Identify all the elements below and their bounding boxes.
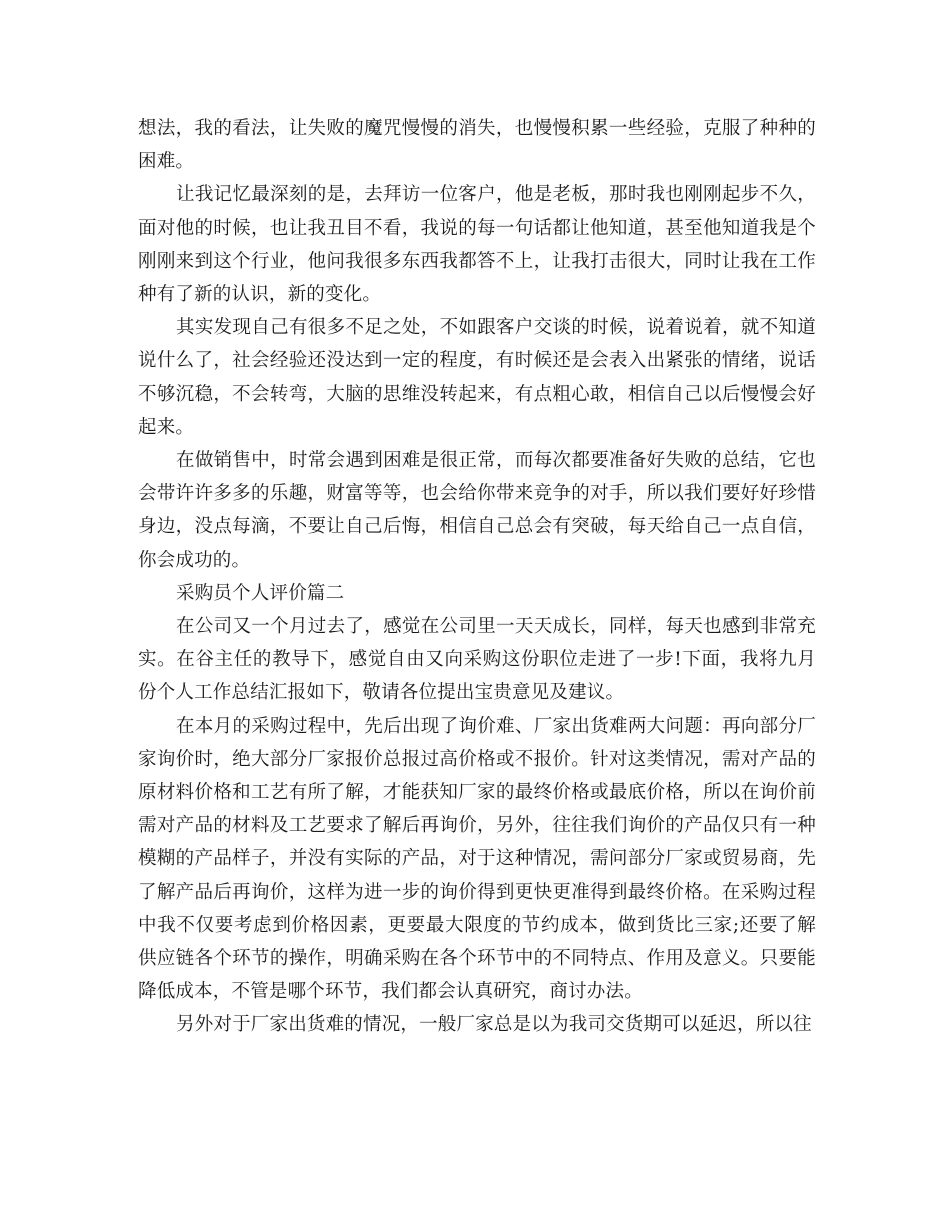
paragraph-sales-difficulties: 在做销售中，时常会遇到困难是很正常，而每次都要准备好失败的总结，它也会带许许多多的乐趣，财富等等，也会给你带来竞争的对手，所以我们要好好珍惜身边，没点每滴，不要让自己后悔，相信自己总会有突破，每天给自己一点自信，你会成功的。 bbox=[138, 450, 816, 571]
paragraph-procurement-issues: 在本月的采购过程中，先后出现了询价难、厂家出货难两大问题：再向部分厂家询价时，绝大部分厂家报价总报过高价格或不报价。针对这类情况，需对产品的原材料价格和工艺有所了解，才能获知厂家的最终价格或最底价格，所以在询价前需对产品的材料及工艺要求了解后再询价，另外，往往我们询价的产品仅只有一种模糊的产品样子，并没有实际的产品，对于这种情况，需问部分厂家或贸易商，先了解产品后再询价，这样为进一步的询价得到更快更准得到最终价格。在采购过程中我不仅要考虑到价格因素，更要最大限度的节约成本，做到货比三家;还要了解供应链各个环节的操作，明确采购在各个环节中的不同特点、作用及意义。只要能降低成本，不管是哪个环节，我们都会认真研究，商讨办法。 bbox=[138, 715, 816, 1003]
paragraph-delivery-issues: 另外对于厂家出货难的情况，一般厂家总是以为我司交货期可以延迟，所以往 bbox=[176, 1014, 812, 1036]
section-heading: 采购员个人评价篇二 bbox=[176, 582, 345, 604]
document-body bbox=[138, 112, 816, 1042]
paragraph-continuation: 想法，我的看法，让失败的魔咒慢慢的消失，也慢慢积累一些经验，克服了种种的困难。 bbox=[138, 118, 816, 173]
paragraph-client-visit: 让我记忆最深刻的是，去拜访一位客户，他是老板，那时我也刚刚起步不久，面对他的时候，也让我丑目不看，我说的每一句话都让他知道，甚至他知道我是个刚刚来到这个行业，他问我很多东西我都答不上，让我打击很大，同时让我在工作种有了新的认识，新的变化。 bbox=[138, 184, 816, 306]
paragraph-shortcomings: 其实发现自己有很多不足之处，不如跟客户交谈的时候，说着说着，就不知道说什么了，社会经验还没达到一定的程度，有时候还是会表入出紧张的情绪，说话不够沉稳，不会转弯，大脑的思维没转起来，有点粗心敢，相信自己以后慢慢会好起来。 bbox=[138, 317, 816, 438]
paragraph-monthly-growth: 在公司又一个月过去了，感觉在公司里一天天成长，同样，每天也感到非常充实。在谷主任的教导下，感觉自由又向采购这份职位走进了一步!下面，我将九月份个人工作总结汇报如下，敬请各位提出宝贵意见及建议。 bbox=[138, 616, 816, 704]
